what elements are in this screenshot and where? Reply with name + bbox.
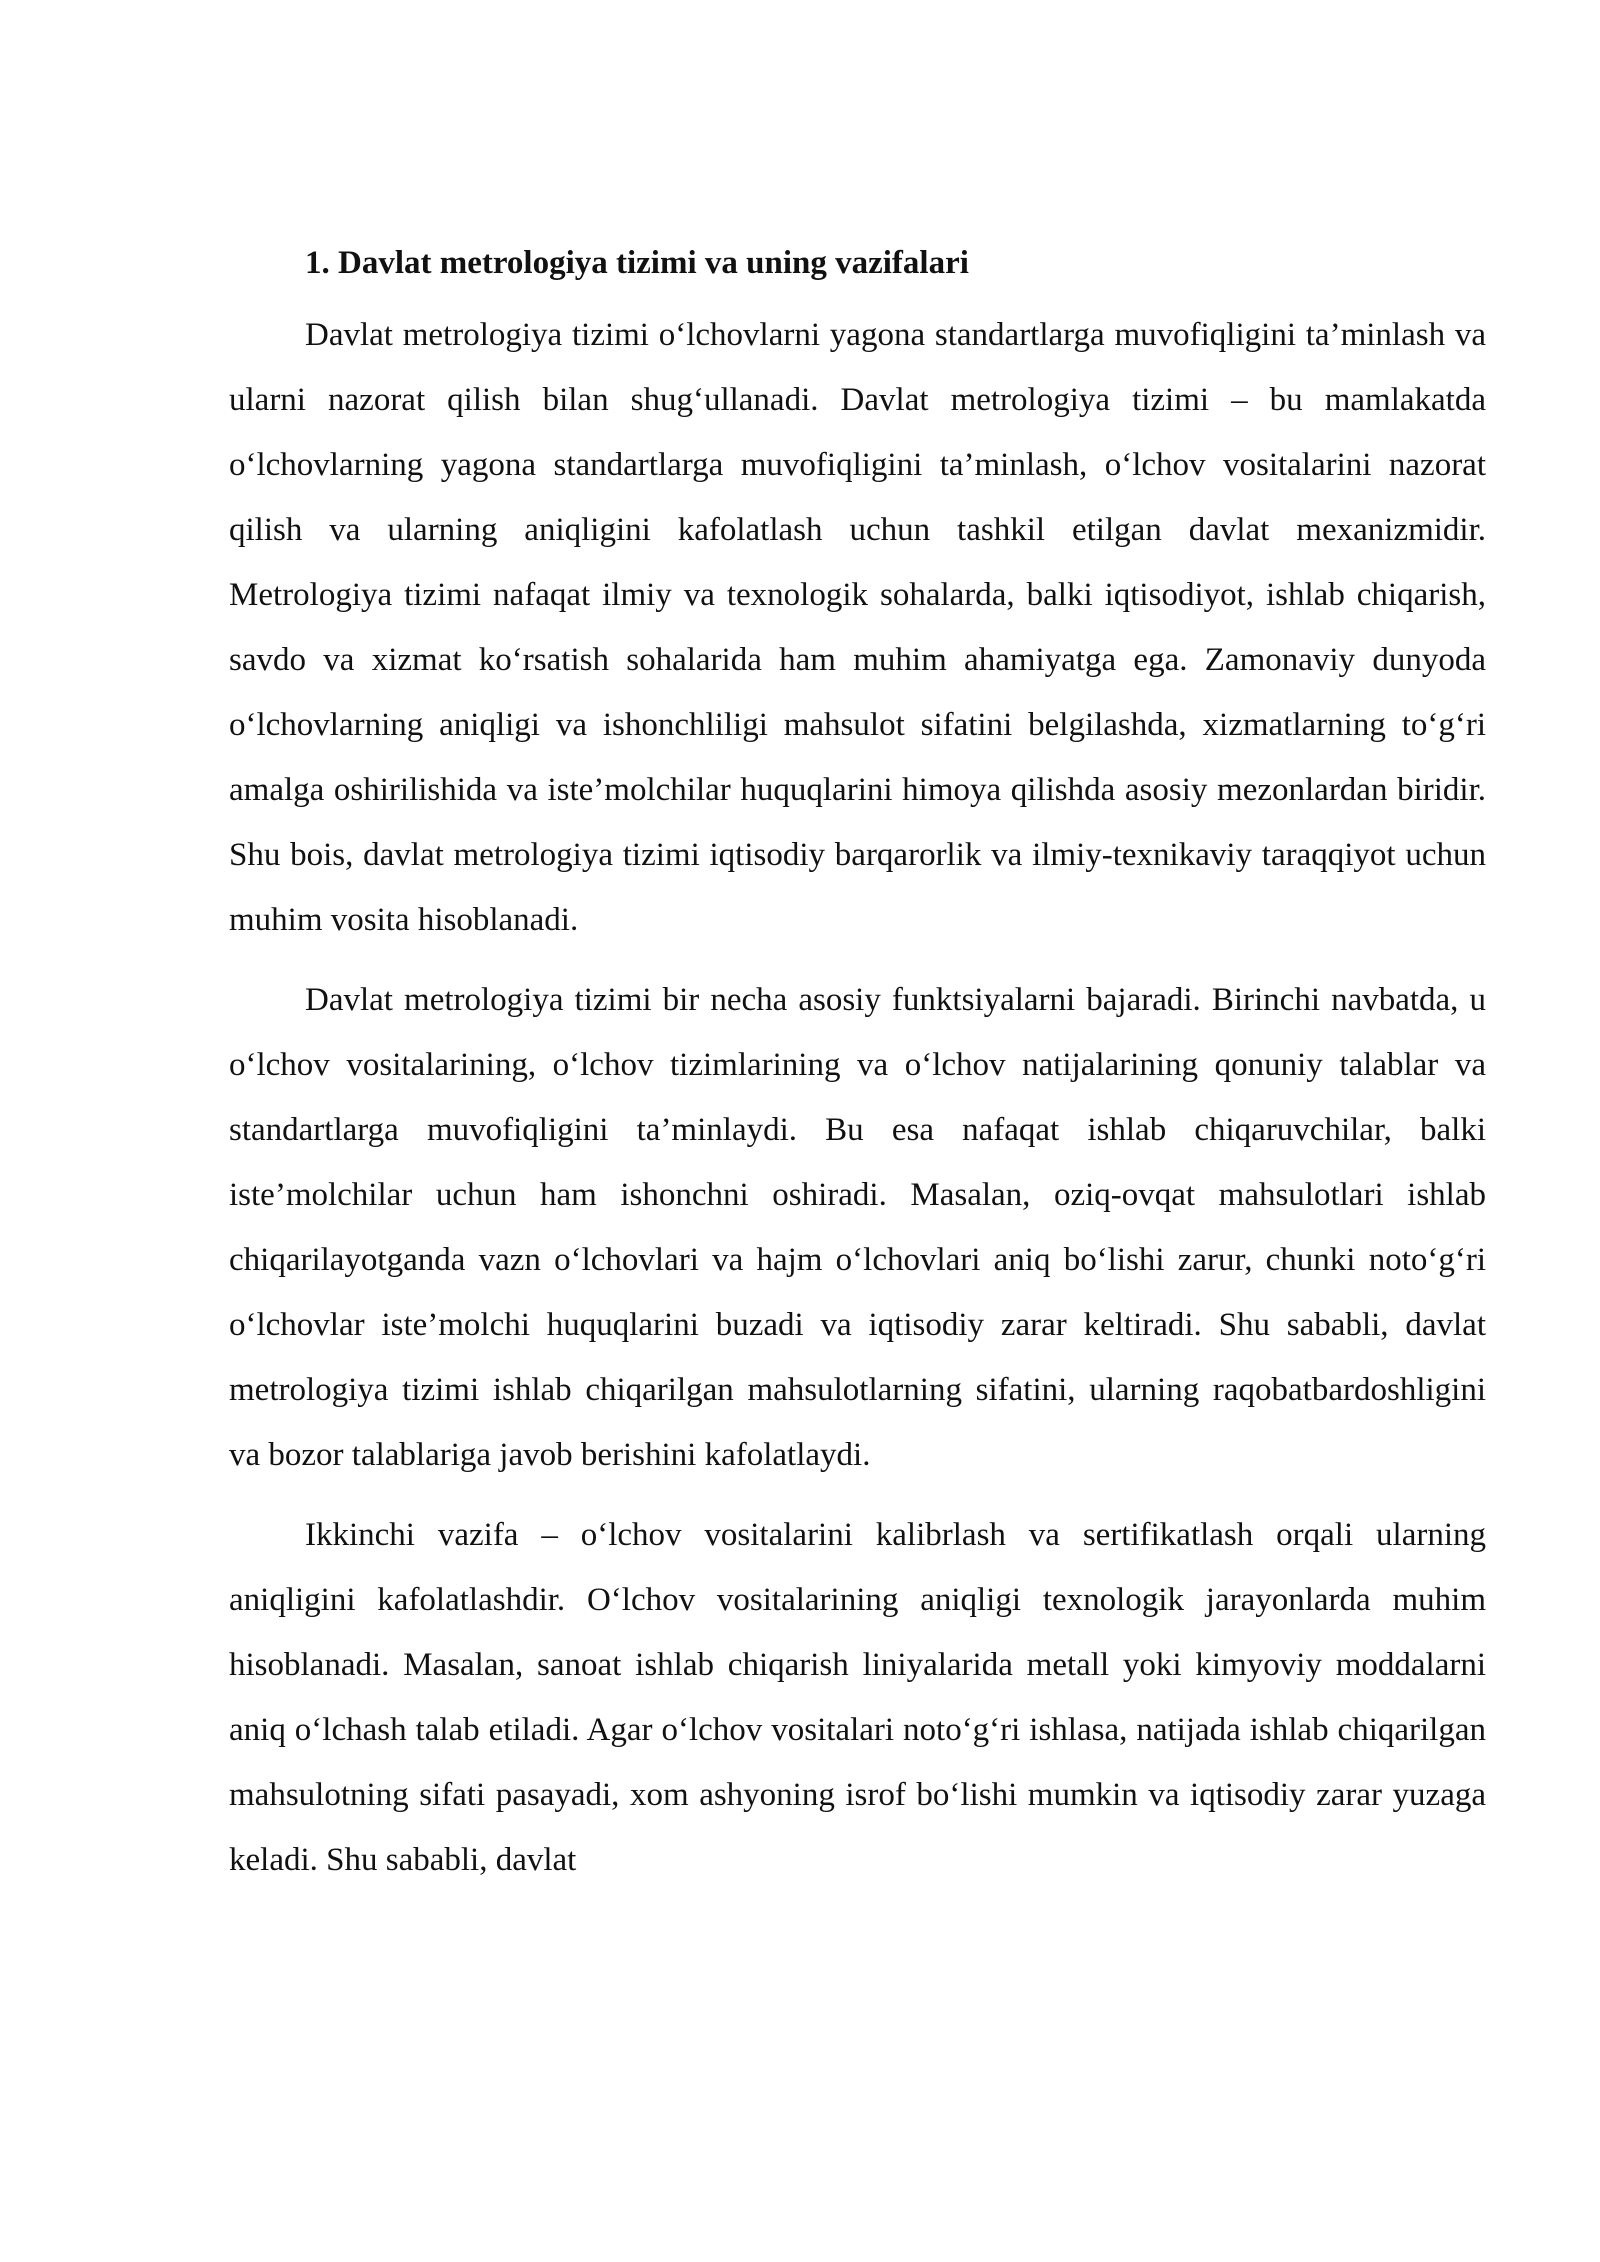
document-body	[229, 238, 1486, 1908]
paragraph-2: Davlat metrologiya tizimi bir necha asosiy funktsiyalarni bajaradi. Birinchi navbatda, u o‘lchov vositalarining, o‘lchov tizimlarining va o‘lchov natijalarining qonuniy talablar va standartlarga muvofiqligini ta’minlaydi. Bu esa nafaqat ishlab chiqaruvchilar, balki iste’molchilar uchun ham ishonchni oshiradi. Masalan, oziq-ovqat mahsulotlari ishlab chiqarilayotganda vazn o‘lchovlari va hajm o‘lchovlari aniq bo‘lishi zarur, chunki noto‘g‘ri o‘lchovlar iste’molchi huquqlarini buzadi va iqtisodiy zarar keltiradi. Shu sababli, davlat metrologiya tizimi ishlab chiqarilgan mahsulotlarning sifatini, ularning raqobatbardoshligini va bozor talablariga javob berishini kafolatlaydi.	[229, 982, 1486, 1473]
paragraph-1: Davlat metrologiya tizimi o‘lchovlarni yagona standartlarga muvofiqligini ta’minlash va ularni nazorat qilish bilan shug‘ullanadi. Davlat metrologiya tizimi – bu mamlakatda o‘lchovlarning yagona standartlarga muvofiqligini ta’minlash, o‘lchov vositalarini nazorat qilish va ularning aniqligini kafolatlash uchun tashkil etilgan davlat mexanizmidir. Metrologiya tizimi nafaqat ilmiy va texnologik sohalarda, balki iqtisodiyot, ishlab chiqarish, savdo va xizmat ko‘rsatish sohalarida ham muhim ahamiyatga ega. Zamonaviy dunyoda o‘lchovlarning aniqligi va ishonchliligi mahsulot sifatini belgilashda, xizmatlarning to‘g‘ri amalga oshirilishida va iste’molchilar huquqlarini himoya qilishda asosiy mezonlardan biridir. Shu bois, davlat metrologiya tizimi iqtisodiy barqarorlik va ilmiy-texnikaviy taraqqiyot uchun muhim vosita hisoblanadi.	[229, 317, 1486, 938]
section-heading: 1. Davlat metrologiya tizimi va uning vazifalari	[305, 245, 969, 281]
paragraph-3: Ikkinchi vazifa – o‘lchov vositalarini kalibrlash va sertifikatlash orqali ularning aniqligini kafolatlashdir. O‘lchov vositalarining aniqligi texnologik jarayonlarda muhim hisoblanadi. Masalan, sanoat ishlab chiqarish liniyalarida metall yoki kimyoviy moddalarni aniq o‘lchash talab etiladi. Agar o‘lchov vositalari noto‘g‘ri ishlasa, natijada ishlab chiqarilgan mahsulotning sifati pasayadi, xom ashyoning isrof bo‘lishi mumkin va iqtisodiy zarar yuzaga keladi. Shu sababli, davlat	[229, 1517, 1486, 1878]
